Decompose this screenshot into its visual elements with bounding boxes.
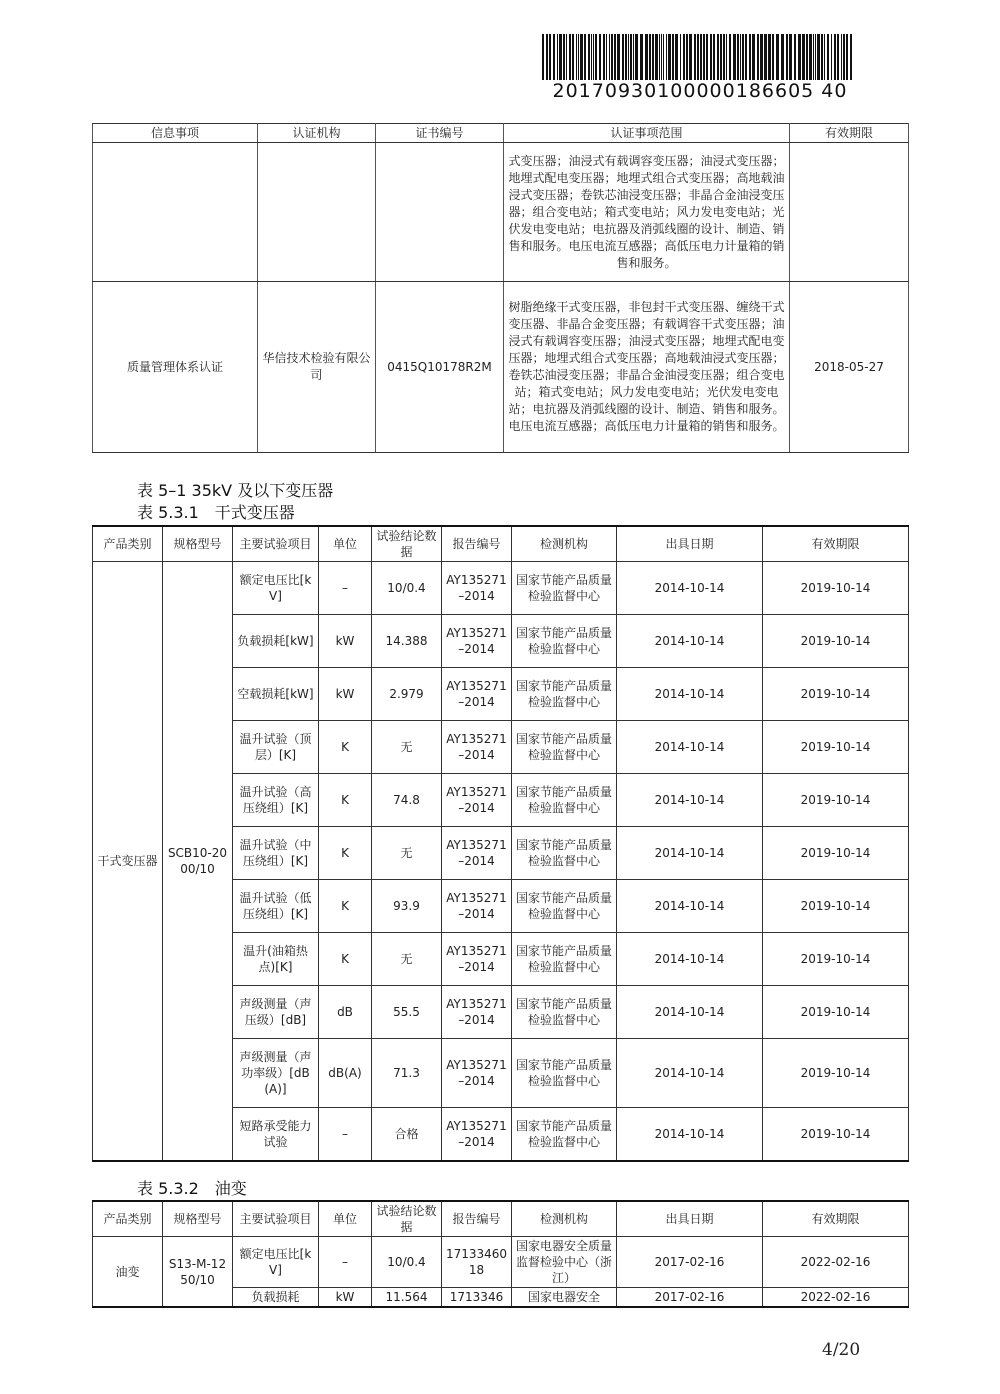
unit: K	[319, 721, 372, 774]
unit: dB	[319, 986, 372, 1039]
barcode-bar	[663, 34, 664, 80]
issue-date: 2014-10-14	[617, 668, 763, 721]
barcode-bar	[686, 34, 688, 80]
result-data: 74.8	[372, 774, 442, 827]
valid-until: 2019-10-14	[763, 1108, 909, 1162]
valid-until: 2019-10-14	[763, 774, 909, 827]
barcode-bar	[834, 34, 836, 80]
barcode-bar	[569, 34, 571, 80]
report-number: AY135271–2014	[442, 986, 512, 1039]
test-item: 温升试验（低压绕组）[K]	[233, 880, 319, 933]
barcode-bar	[740, 34, 741, 80]
barcode-bar	[549, 34, 551, 80]
valid-until: 2019-10-14	[763, 615, 909, 668]
barcode-bar	[706, 34, 708, 80]
barcode-bar	[566, 34, 567, 80]
barcode-bar	[584, 34, 586, 80]
barcode-bar	[742, 34, 744, 80]
barcode-bar	[843, 34, 845, 80]
barcode-bar	[710, 34, 712, 80]
barcode-bar	[559, 34, 562, 80]
col-header-issue-date: 出具日期	[617, 526, 763, 562]
valid-until: 2019-10-14	[763, 827, 909, 880]
col-header-report-no: 报告编号	[442, 1201, 512, 1237]
result-data: 93.9	[372, 880, 442, 933]
unit: –	[319, 1237, 372, 1288]
barcode-bar	[798, 34, 801, 80]
barcode-bar	[603, 34, 605, 80]
barcode-bar	[668, 34, 671, 80]
barcode-bar	[645, 34, 648, 80]
barcode-bar	[703, 34, 705, 80]
barcode-bar	[606, 34, 607, 80]
barcode-bar	[717, 34, 719, 80]
barcode-bar	[757, 34, 759, 80]
report-number: AY135271–2014	[442, 668, 512, 721]
product-category: 油变	[93, 1237, 163, 1308]
test-org: 国家节能产品质量检验监督中心	[512, 827, 617, 880]
barcode-bar	[622, 34, 624, 80]
report-number: 1713346018	[442, 1237, 512, 1288]
barcode-bar	[789, 34, 792, 80]
report-number: AY135271–2014	[442, 615, 512, 668]
unit: kW	[319, 615, 372, 668]
barcode-bar	[749, 34, 751, 80]
table2-title: 表 5.3.2 油变	[137, 1179, 247, 1198]
barcode-bar	[813, 34, 814, 80]
barcode-bar	[599, 34, 601, 80]
valid-until: 2019-10-14	[763, 1039, 909, 1108]
cert-number: 0415Q10178R2M	[376, 282, 504, 453]
barcode-bar	[726, 34, 727, 80]
result-data: 11.564	[372, 1288, 442, 1308]
barcode-bar	[809, 34, 812, 80]
test-org: 国家节能产品质量检验监督中心	[512, 933, 617, 986]
barcode-bar	[553, 34, 555, 80]
barcode-bar	[697, 34, 699, 80]
test-item: 温升(油箱热点)[K]	[233, 933, 319, 986]
dry-transformer-table	[92, 525, 909, 1162]
result-data: 无	[372, 721, 442, 774]
issue-date: 2017-02-16	[617, 1288, 763, 1308]
barcode-bar	[815, 34, 816, 80]
valid-until: 2022-02-16	[763, 1288, 909, 1308]
barcode-bar	[683, 34, 685, 80]
issue-date: 2017-02-16	[617, 1237, 763, 1288]
col-header-model: 规格型号	[163, 1201, 233, 1237]
barcode-bar	[591, 34, 592, 80]
report-number: AY135271–2014	[442, 774, 512, 827]
cert-validity: 2018-05-27	[790, 282, 909, 453]
unit: –	[319, 1108, 372, 1162]
barcode-bar	[723, 34, 725, 80]
barcode-bar	[772, 34, 774, 80]
table-row	[93, 1237, 909, 1288]
issue-date: 2014-10-14	[617, 933, 763, 986]
col-header-result: 试验结论数据	[372, 1201, 442, 1237]
result-data: 2.979	[372, 668, 442, 721]
report-number: 1713346	[442, 1288, 512, 1308]
certification-table	[92, 123, 909, 453]
test-item: 负载损耗	[233, 1288, 319, 1308]
cert-item: 质量管理体系认证	[93, 282, 258, 453]
barcode-bar	[713, 34, 715, 80]
barcode-bar	[786, 34, 788, 80]
test-org: 国家电器安全质量监督检验中心（浙江）	[512, 1237, 617, 1288]
barcode-bar	[614, 34, 616, 80]
barcode-bar	[675, 34, 678, 80]
valid-until: 2019-10-14	[763, 933, 909, 986]
table-row	[93, 562, 909, 615]
result-data: 合格	[372, 1108, 442, 1162]
unit: kW	[319, 668, 372, 721]
col-header-org: 认证机构	[258, 124, 376, 143]
valid-until: 2019-10-14	[763, 880, 909, 933]
barcode-bar	[737, 34, 739, 80]
barcode-bar	[580, 34, 583, 80]
barcode-bar	[672, 34, 674, 80]
test-item: 温升试验（顶层）[K]	[233, 721, 319, 774]
valid-until: 2019-10-14	[763, 562, 909, 615]
barcode-bar	[700, 34, 702, 80]
unit: K	[319, 774, 372, 827]
col-header-report-no: 报告编号	[442, 526, 512, 562]
unit: dB(A)	[319, 1039, 372, 1108]
issue-date: 2014-10-14	[617, 1108, 763, 1162]
product-model: S13-M-1250/10	[163, 1237, 233, 1308]
test-item: 额定电压比[kV]	[233, 1237, 319, 1288]
report-number: AY135271–2014	[442, 880, 512, 933]
test-item: 额定电压比[kV]	[233, 562, 319, 615]
barcode-bar	[720, 34, 722, 80]
table1-title: 表 5.3.1 干式变压器	[137, 503, 295, 522]
result-data: 14.388	[372, 615, 442, 668]
col-header-unit: 单位	[319, 1201, 372, 1237]
col-header-result: 试验结论数据	[372, 526, 442, 562]
barcode-bar	[588, 34, 590, 80]
barcode-bar	[652, 34, 654, 80]
barcode-bar	[655, 34, 658, 80]
test-org: 国家节能产品质量检验监督中心	[512, 1039, 617, 1108]
barcode-bar	[806, 34, 808, 80]
barcode-bar	[689, 34, 692, 80]
cert-number	[376, 143, 504, 282]
cert-item	[93, 143, 258, 282]
col-header-category: 产品类别	[93, 1201, 163, 1237]
col-header-issue-date: 出具日期	[617, 1201, 763, 1237]
barcode-bar	[546, 34, 548, 80]
barcode-bar	[542, 34, 544, 80]
unit: kW	[319, 1288, 372, 1308]
barcode-bar	[576, 34, 577, 80]
col-header-unit: 单位	[319, 526, 372, 562]
report-number: AY135271–2014	[442, 1108, 512, 1162]
barcode-bar	[729, 34, 731, 80]
issue-date: 2014-10-14	[617, 986, 763, 1039]
section-title: 表 5–1 35kV 及以下变压器	[137, 481, 334, 500]
barcode-bar	[694, 34, 696, 80]
page-number: 4/20	[822, 1340, 861, 1360]
barcode-bar	[630, 34, 632, 80]
report-number: AY135271–2014	[442, 562, 512, 615]
barcode-bar	[680, 34, 681, 80]
barcode-bar	[846, 34, 848, 80]
barcode-bar	[802, 34, 805, 80]
test-org: 国家节能产品质量检验监督中心	[512, 986, 617, 1039]
table-row	[93, 143, 909, 282]
barcode-bar	[831, 34, 832, 80]
barcode	[542, 34, 854, 80]
barcode-bar	[635, 34, 638, 80]
barcode-bar	[733, 34, 736, 80]
valid-until: 2022-02-16	[763, 1237, 909, 1288]
test-item: 声级测量（声功率级）[dB(A)]	[233, 1039, 319, 1108]
col-header-category: 产品类别	[93, 526, 163, 562]
col-header-cert-no: 证书编号	[376, 124, 504, 143]
barcode-bar	[781, 34, 784, 80]
barcode-bar	[578, 34, 579, 80]
col-header-valid-until: 有效期限	[763, 526, 909, 562]
barcode-bar	[745, 34, 747, 80]
unit: K	[319, 880, 372, 933]
valid-until: 2019-10-14	[763, 668, 909, 721]
issue-date: 2014-10-14	[617, 880, 763, 933]
result-data: 10/0.4	[372, 1237, 442, 1288]
barcode-bar	[768, 34, 771, 80]
barcode-bar	[661, 34, 662, 80]
barcode-bar	[760, 34, 763, 80]
barcode-bar	[617, 34, 620, 80]
barcode-bar	[752, 34, 755, 80]
unit: –	[319, 562, 372, 615]
issue-date: 2014-10-14	[617, 615, 763, 668]
test-org: 国家节能产品质量检验监督中心	[512, 668, 617, 721]
barcode-bar	[764, 34, 767, 80]
cert-validity	[790, 143, 909, 282]
test-org: 国家节能产品质量检验监督中心	[512, 1108, 617, 1162]
barcode-bar	[837, 34, 839, 80]
barcode-bar	[817, 34, 820, 80]
test-item: 空载损耗[kW]	[233, 668, 319, 721]
barcode-bar	[666, 34, 667, 80]
barcode-number: 20170930100000186605 40	[552, 80, 848, 102]
issue-date: 2014-10-14	[617, 1039, 763, 1108]
barcode-bar	[557, 34, 558, 80]
cert-org	[258, 143, 376, 282]
table-row	[93, 282, 909, 453]
cert-org: 华信技术检验有限公司	[258, 282, 376, 453]
col-header-scope: 认证事项范围	[504, 124, 790, 143]
barcode-bar	[611, 34, 613, 80]
test-org: 国家电器安全	[512, 1288, 617, 1308]
test-org: 国家节能产品质量检验监督中心	[512, 721, 617, 774]
test-org: 国家节能产品质量检验监督中心	[512, 562, 617, 615]
test-org: 国家节能产品质量检验监督中心	[512, 615, 617, 668]
issue-date: 2014-10-14	[617, 562, 763, 615]
barcode-bar	[572, 34, 574, 80]
issue-date: 2014-10-14	[617, 721, 763, 774]
product-model: SCB10-2000/10	[163, 562, 233, 1162]
issue-date: 2014-10-14	[617, 774, 763, 827]
result-data: 无	[372, 933, 442, 986]
test-org: 国家节能产品质量检验监督中心	[512, 774, 617, 827]
col-header-test-item: 主要试验项目	[233, 1201, 319, 1237]
barcode-bar	[827, 34, 829, 80]
test-item: 温升试验（中压绕组）[K]	[233, 827, 319, 880]
report-number: AY135271–2014	[442, 721, 512, 774]
barcode-bar	[659, 34, 660, 80]
issue-date: 2014-10-14	[617, 827, 763, 880]
test-item: 负载损耗[kW]	[233, 615, 319, 668]
test-org: 国家节能产品质量检验监督中心	[512, 880, 617, 933]
test-item: 温升试验（高压绕组）[K]	[233, 774, 319, 827]
barcode-bar	[633, 34, 634, 80]
oil-transformer-table	[92, 1200, 909, 1308]
barcode-bar	[609, 34, 610, 80]
cert-scope: 树脂绝缘干式变压器，非包封干式变压器、缠绕干式变压器、非晶合金变压器；有载调容干式变压器；油浸式有载调容变压器；油浸式变压器；地埋式配电变压器；地埋式组合式变压器；高地载油浸式变压器；卷铁芯油浸变压器；非晶合金油浸变压器；组合变电站；箱式变电站；风力发电变电站；光伏发电变电站；电抗器及消弧线圈的设计、制造、销售和服务。电压电流互感器；高低压电力计量箱的销售和服务。	[504, 282, 790, 453]
barcode-bar	[850, 34, 852, 80]
result-data: 无	[372, 827, 442, 880]
barcode-bar	[649, 34, 651, 80]
test-item: 声级测量（声压级）[dB]	[233, 986, 319, 1039]
product-category: 干式变压器	[93, 562, 163, 1162]
report-number: AY135271–2014	[442, 933, 512, 986]
col-header-validity: 有效期限	[790, 124, 909, 143]
valid-until: 2019-10-14	[763, 986, 909, 1039]
barcode-bar	[821, 34, 823, 80]
report-number: AY135271–2014	[442, 827, 512, 880]
cert-scope: 式变压器；油浸式有载调容变压器；油浸式变压器；地埋式配电变压器；地埋式组合式变压器；高地载油浸式变压器；卷铁芯油浸变压器；非晶合金油浸变压器；组合变电站；箱式变电站；风力发电变电站；光伏发电变电站；电抗器及消弧线圈的设计、制造、销售和服务。电压电流互感器；高低压电力计量箱的销售和服务。	[504, 143, 790, 282]
barcode-bar	[563, 34, 565, 80]
barcode-bar	[593, 34, 594, 80]
barcode-bar	[595, 34, 597, 80]
col-header-test-org: 检测机构	[512, 526, 617, 562]
valid-until: 2019-10-14	[763, 721, 909, 774]
unit: K	[319, 827, 372, 880]
result-data: 10/0.4	[372, 562, 442, 615]
col-header-valid-until: 有效期限	[763, 1201, 909, 1237]
barcode-bar	[625, 34, 627, 80]
result-data: 71.3	[372, 1039, 442, 1108]
test-item: 短路承受能力试验	[233, 1108, 319, 1162]
barcode-bar	[640, 34, 643, 80]
col-header-test-org: 检测机构	[512, 1201, 617, 1237]
barcode-bar	[776, 34, 779, 80]
barcode-bar	[628, 34, 629, 80]
col-header-test-item: 主要试验项目	[233, 526, 319, 562]
barcode-bar	[824, 34, 825, 80]
col-header-item: 信息事项	[93, 124, 258, 143]
unit: K	[319, 933, 372, 986]
barcode-bar	[794, 34, 796, 80]
barcode-bar	[841, 34, 842, 80]
report-number: AY135271–2014	[442, 1039, 512, 1108]
col-header-model: 规格型号	[163, 526, 233, 562]
result-data: 55.5	[372, 986, 442, 1039]
